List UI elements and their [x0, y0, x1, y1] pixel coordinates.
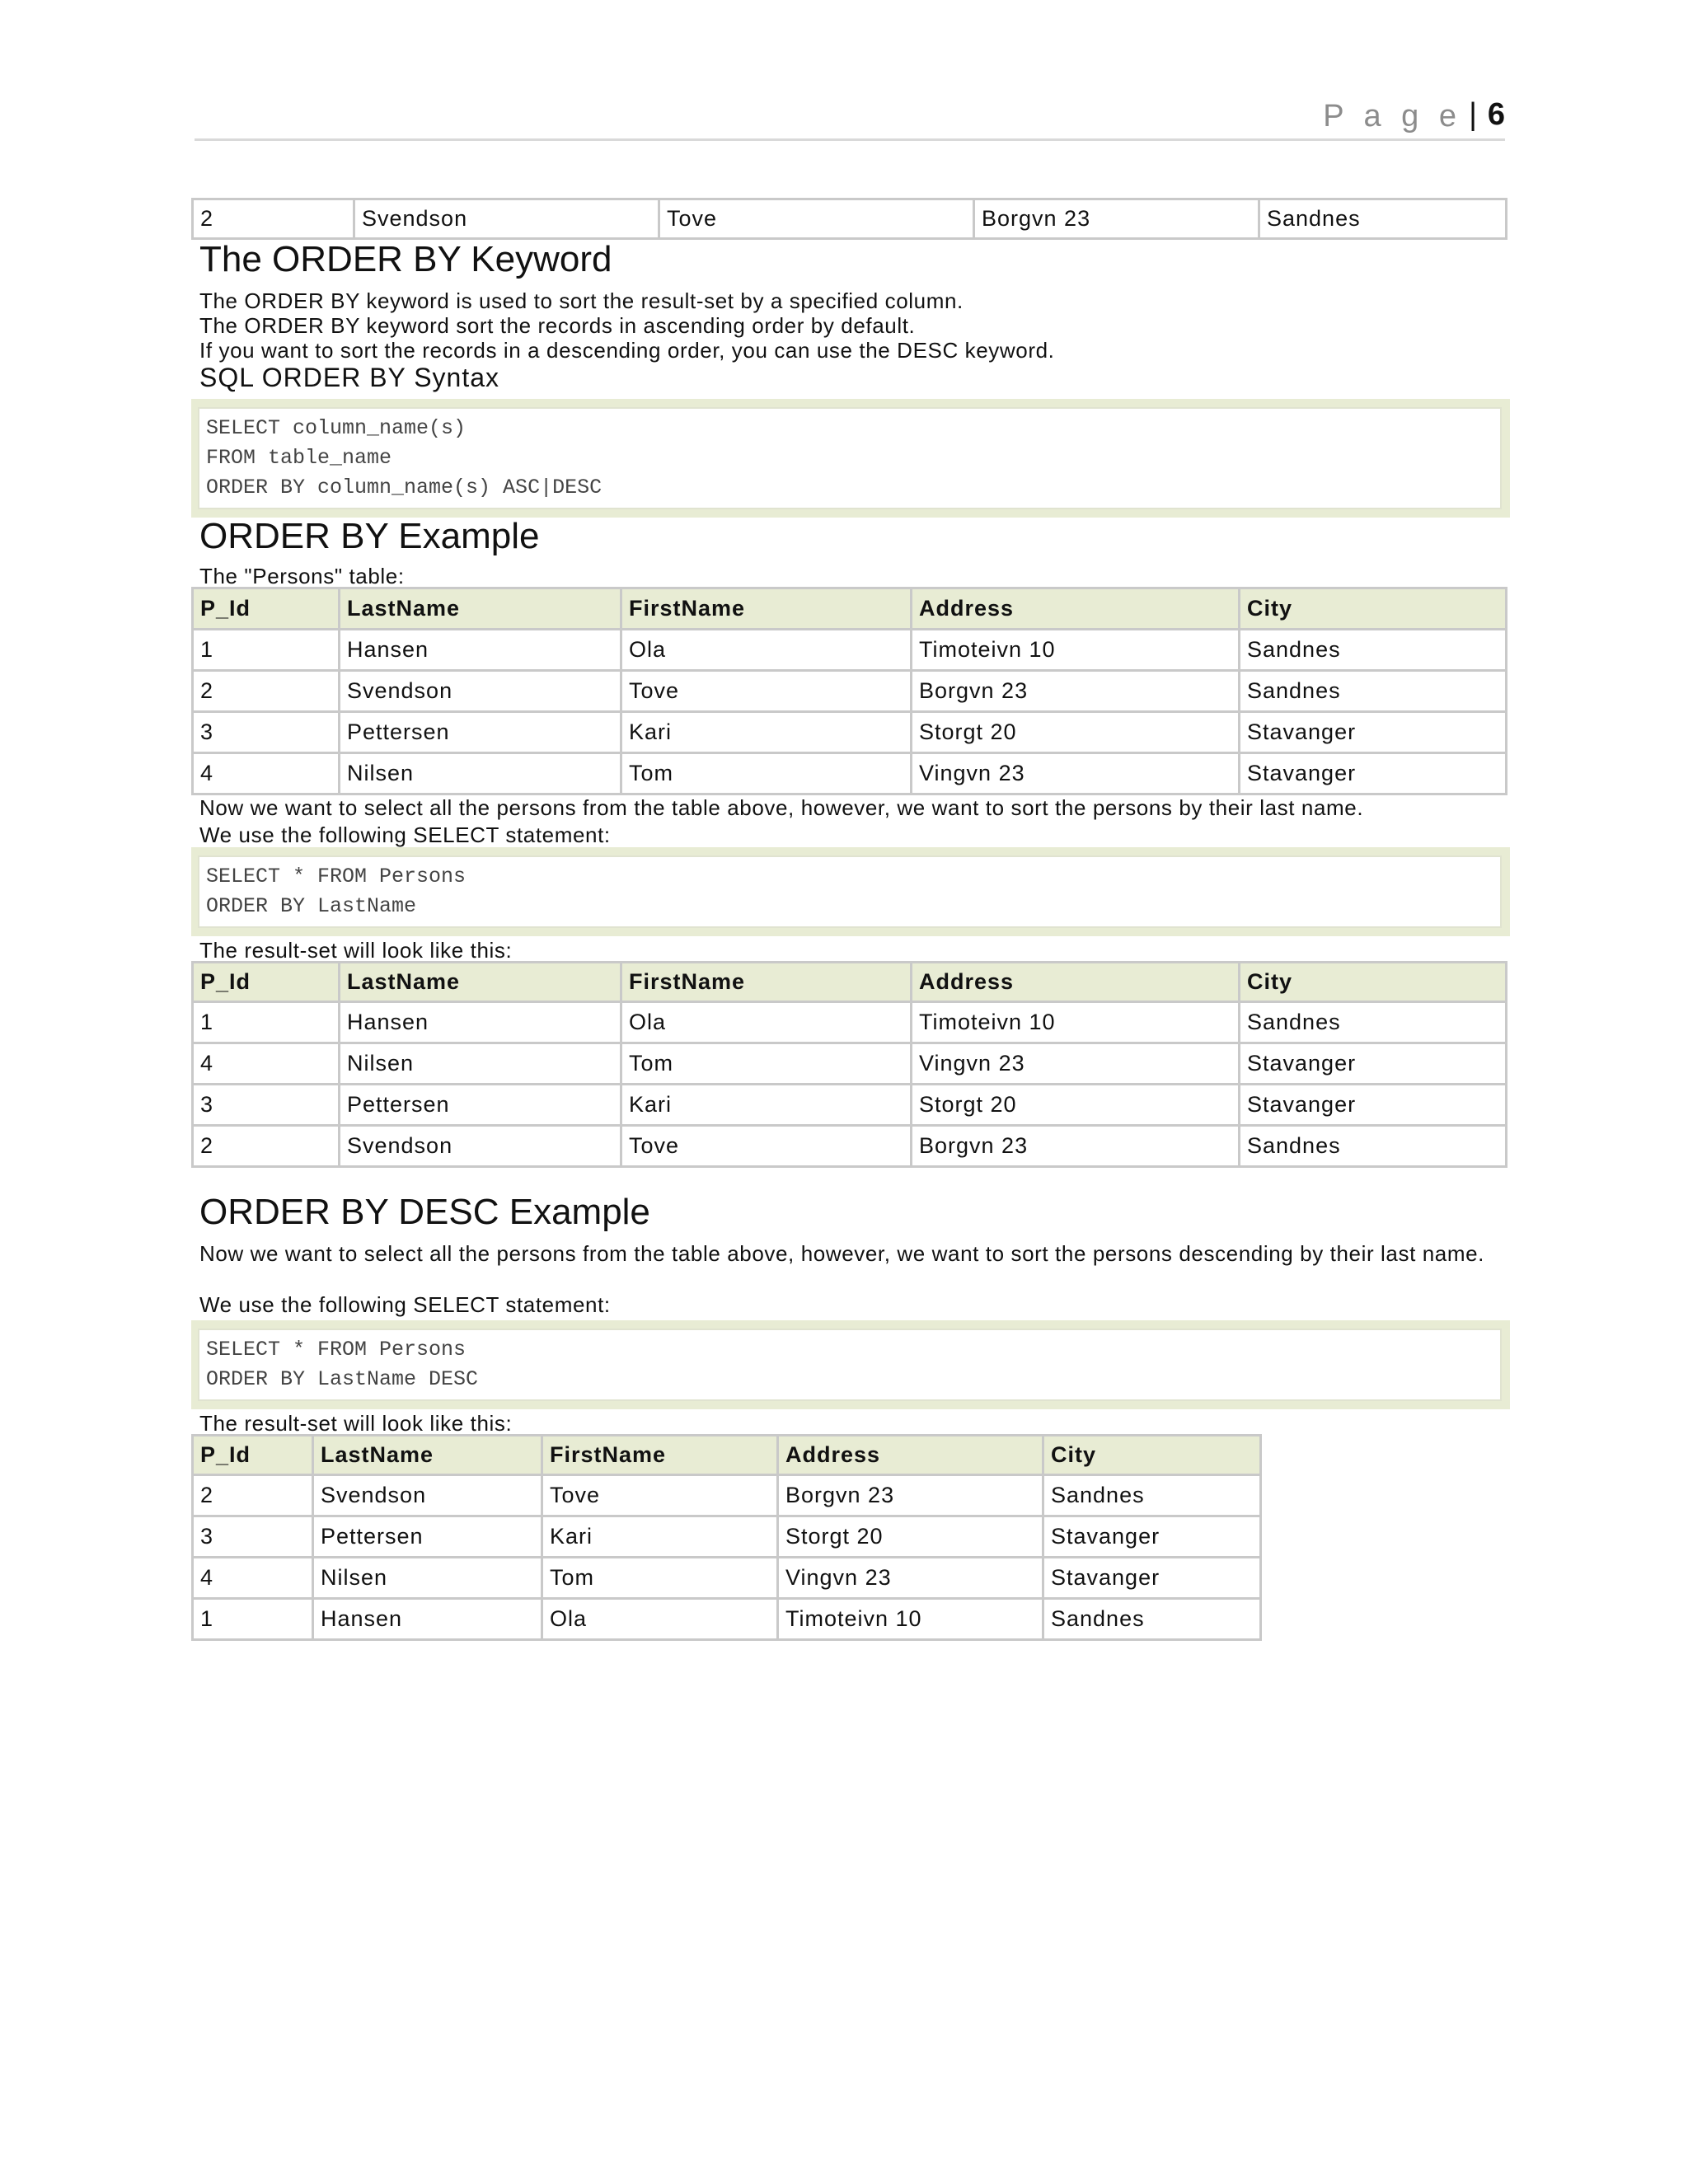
- table-cell: 1: [193, 1002, 340, 1043]
- table-cell: Pettersen: [313, 1516, 542, 1558]
- column-header: LastName: [340, 963, 621, 1002]
- table-row: [193, 1599, 1261, 1640]
- table-cell: Tom: [621, 1043, 912, 1085]
- table-cell: Stavanger: [1043, 1516, 1261, 1558]
- code-content: [198, 407, 1502, 509]
- table-cell: 2: [193, 1126, 340, 1167]
- table-cell: 1: [193, 630, 340, 671]
- column-header: City: [1240, 588, 1507, 630]
- table-cell: Nilsen: [340, 753, 621, 794]
- table-cell: Pettersen: [340, 1085, 621, 1126]
- code-line: FROM table_name: [206, 446, 392, 470]
- column-header: City: [1043, 1436, 1261, 1475]
- table-cell: Tove: [621, 671, 912, 712]
- table-cell: Vingvn 23: [912, 1043, 1240, 1085]
- table-cell: Kari: [621, 712, 912, 753]
- column-header: LastName: [340, 588, 621, 630]
- table-cell: Nilsen: [340, 1043, 621, 1085]
- table-cell: Ola: [621, 1002, 912, 1043]
- table-cell: Borgvn 23: [778, 1475, 1043, 1516]
- section-title-order-by-keyword: The ORDER BY Keyword: [199, 239, 612, 279]
- table-cell: 2: [193, 1475, 313, 1516]
- table-cell: Hansen: [340, 630, 621, 671]
- page-header: [195, 92, 1505, 141]
- table-row: [193, 1475, 1261, 1516]
- column-header: FirstName: [621, 963, 912, 1002]
- column-header: LastName: [313, 1436, 542, 1475]
- result-table-desc: [191, 1434, 1262, 1641]
- code-block-order-by-desc: [191, 1320, 1510, 1409]
- section-title-order-by-desc-example: ORDER BY DESC Example: [199, 1192, 650, 1232]
- table-cell: Kari: [621, 1085, 912, 1126]
- result-table-asc: [191, 961, 1507, 1168]
- column-header: FirstName: [542, 1436, 778, 1475]
- page-label: P a g e: [1323, 99, 1462, 134]
- table-caption: The "Persons" table:: [199, 564, 405, 588]
- syntax-title: SQL ORDER BY Syntax: [199, 363, 500, 392]
- continued-table: [191, 198, 1507, 240]
- table-cell: Sandnes: [1240, 1126, 1507, 1167]
- table-row: [193, 630, 1507, 671]
- table-cell: Borgvn 23: [912, 1126, 1240, 1167]
- table-cell: Tove: [659, 199, 974, 239]
- table-row: [193, 671, 1507, 712]
- table-cell: Stavanger: [1240, 753, 1507, 794]
- paragraph-line: If you want to sort the records in a descending order, you can use the DESC keyword.: [199, 338, 1055, 363]
- code-line: SELECT column_name(s): [206, 416, 467, 440]
- paragraph-line: The ORDER BY keyword is used to sort the result-set by a specified column.: [199, 288, 964, 313]
- table-row: [193, 1002, 1507, 1043]
- table-cell: Tove: [542, 1475, 778, 1516]
- table-cell: 1: [193, 1599, 313, 1640]
- table-cell: Storgt 20: [778, 1516, 1043, 1558]
- table-row: [193, 1558, 1261, 1599]
- paragraph-line: Now we want to select all the persons from the table above, however, we want to sort the persons by their last name.: [199, 795, 1364, 820]
- code-line: SELECT * FROM Persons: [206, 865, 467, 888]
- paragraph-line: Now we want to select all the persons from the table above, however, we want to sort the persons descending by their last name.: [199, 1241, 1484, 1266]
- code-block-order-by: [191, 847, 1510, 936]
- paragraph-line: The ORDER BY keyword sort the records in ascending order by default.: [199, 313, 916, 338]
- table-cell: 2: [193, 199, 354, 239]
- table-cell: Timoteivn 10: [912, 630, 1240, 671]
- table-cell: Borgvn 23: [974, 199, 1259, 239]
- code-line: SELECT * FROM Persons: [206, 1338, 467, 1361]
- table-row: [193, 1516, 1261, 1558]
- table-row: [193, 753, 1507, 794]
- table-cell: Tove: [621, 1126, 912, 1167]
- table-cell: Sandnes: [1043, 1599, 1261, 1640]
- code-line: ORDER BY LastName: [206, 894, 417, 918]
- table-cell: Tom: [542, 1558, 778, 1599]
- table-cell: Svendson: [354, 199, 659, 239]
- paragraph-line: We use the following SELECT statement:: [199, 823, 611, 847]
- table-cell: Sandnes: [1240, 671, 1507, 712]
- column-header: FirstName: [621, 588, 912, 630]
- table-cell: Vingvn 23: [778, 1558, 1043, 1599]
- table-cell: 3: [193, 1516, 313, 1558]
- table-cell: 4: [193, 1558, 313, 1599]
- table-cell: Stavanger: [1240, 1085, 1507, 1126]
- table-cell: Timoteivn 10: [778, 1599, 1043, 1640]
- column-header: P_Id: [193, 588, 340, 630]
- code-block-syntax: [191, 399, 1510, 518]
- table-cell: Stavanger: [1240, 712, 1507, 753]
- code-line: ORDER BY column_name(s) ASC|DESC: [206, 476, 603, 499]
- paragraph-line: We use the following SELECT statement:: [199, 1292, 611, 1317]
- column-header: Address: [912, 963, 1240, 1002]
- table-cell: Sandnes: [1043, 1475, 1261, 1516]
- table-cell: Vingvn 23: [912, 753, 1240, 794]
- table-cell: Ola: [621, 630, 912, 671]
- result-caption: The result-set will look like this:: [199, 938, 513, 963]
- table-cell: Borgvn 23: [912, 671, 1240, 712]
- table-cell: Svendson: [340, 1126, 621, 1167]
- table-cell: Kari: [542, 1516, 778, 1558]
- table-cell: 2: [193, 671, 340, 712]
- table-header-row: [193, 963, 1507, 1002]
- table-cell: Ola: [542, 1599, 778, 1640]
- column-header: Address: [912, 588, 1240, 630]
- table-cell: Sandnes: [1240, 630, 1507, 671]
- persons-table: [191, 587, 1507, 795]
- table-cell: 4: [193, 1043, 340, 1085]
- table-cell: Timoteivn 10: [912, 1002, 1240, 1043]
- section-title-order-by-example: ORDER BY Example: [199, 516, 540, 556]
- table-cell: Storgt 20: [912, 1085, 1240, 1126]
- table-cell: Hansen: [313, 1599, 542, 1640]
- table-cell: Pettersen: [340, 712, 621, 753]
- table-cell: Tom: [621, 753, 912, 794]
- table-cell: 3: [193, 1085, 340, 1126]
- table-cell: 4: [193, 753, 340, 794]
- column-header: City: [1240, 963, 1507, 1002]
- table-cell: Stavanger: [1043, 1558, 1261, 1599]
- table-cell: 3: [193, 712, 340, 753]
- column-header: Address: [778, 1436, 1043, 1475]
- table-cell: Svendson: [313, 1475, 542, 1516]
- table-cell: Svendson: [340, 671, 621, 712]
- table-cell: Sandnes: [1259, 199, 1507, 239]
- table-header-row: [193, 588, 1507, 630]
- column-header: P_Id: [193, 963, 340, 1002]
- code-content: [198, 1329, 1502, 1401]
- column-header: P_Id: [193, 1436, 313, 1475]
- table-row: [193, 1085, 1507, 1126]
- code-content: [198, 855, 1502, 928]
- table-header-row: [193, 1436, 1261, 1475]
- page-separator: |: [1469, 97, 1477, 132]
- table-row: [193, 1043, 1507, 1085]
- result-caption: The result-set will look like this:: [199, 1411, 513, 1436]
- page-number: 6: [1487, 97, 1505, 132]
- table-cell: Hansen: [340, 1002, 621, 1043]
- table-cell: Storgt 20: [912, 712, 1240, 753]
- table-cell: Sandnes: [1240, 1002, 1507, 1043]
- table-cell: Nilsen: [313, 1558, 542, 1599]
- table-row: [193, 1126, 1507, 1167]
- table-cell: Stavanger: [1240, 1043, 1507, 1085]
- table-row: [193, 199, 1507, 239]
- code-line: ORDER BY LastName DESC: [206, 1367, 479, 1391]
- table-row: [193, 712, 1507, 753]
